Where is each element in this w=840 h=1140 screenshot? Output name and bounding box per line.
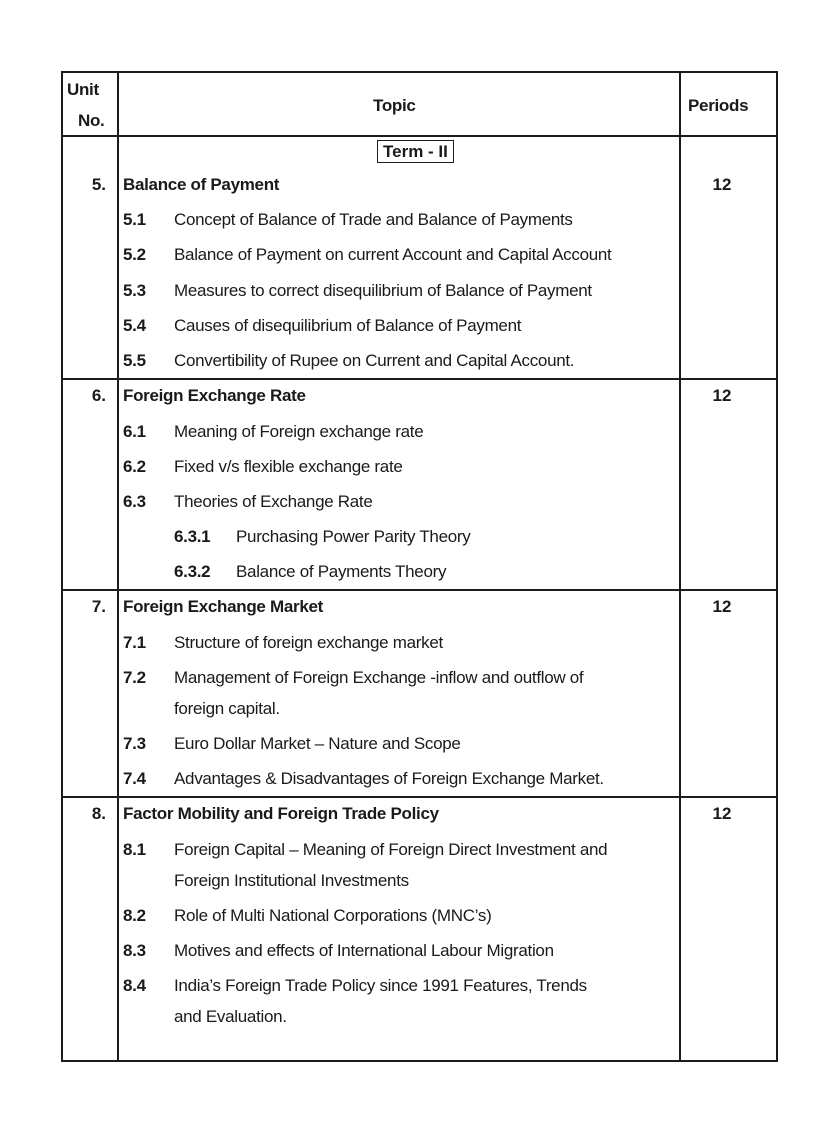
subtopic-number: 7.3: [123, 734, 146, 753]
subtopic-text: Motives and effects of International Labour Migration: [174, 941, 554, 960]
subtopic-number: 5.5: [123, 351, 146, 370]
unit-number: 5.: [91, 175, 106, 194]
subtopic-text: Balance of Payments Theory: [236, 562, 447, 581]
subtopic-number: 5.2: [123, 245, 146, 264]
subtopic-text: Fixed v/s flexible exchange rate: [174, 457, 403, 476]
subtopic-number: 6.1: [123, 422, 146, 441]
subtopic-text: Theories of Exchange Rate: [174, 492, 373, 511]
subtopic-text: Euro Dollar Market – Nature and Scope: [174, 734, 461, 753]
subtopic-text: Purchasing Power Parity Theory: [236, 527, 471, 546]
row-divider-unit-5: [63, 378, 776, 380]
term-label: Term - II: [377, 140, 454, 163]
unit-title: Factor Mobility and Foreign Trade Policy: [123, 804, 439, 823]
subtopic-text: Meaning of Foreign exchange rate: [174, 422, 424, 441]
header-unit-no-line1: Unit: [67, 80, 99, 99]
unit-number: 7.: [91, 597, 106, 616]
subtopic-number: 7.2: [123, 668, 146, 687]
header-topic: Topic: [373, 96, 416, 115]
subtopic-number: 7.4: [123, 769, 146, 788]
subtopic-text-continued: and Evaluation.: [174, 1007, 287, 1026]
subtopic-text: Convertibility of Rupee on Current and Capital Account.: [174, 351, 575, 370]
subtopic-number: 5.1: [123, 210, 146, 229]
subtopic-text: Measures to correct disequilibrium of Balance of Payment: [174, 281, 592, 300]
column-divider-topic-periods: [679, 73, 681, 1060]
subtopic-number: 8.4: [123, 976, 146, 995]
subtopic-number: 8.2: [123, 906, 146, 925]
subtopic-text: Balance of Payment on current Account and Capital Account: [174, 245, 612, 264]
unit-title: Balance of Payment: [123, 175, 280, 194]
subtopic-text: Structure of foreign exchange market: [174, 633, 443, 652]
subtopic-number: 6.3.2: [174, 562, 211, 581]
subtopic-number: 5.3: [123, 281, 146, 300]
subtopic-number: 6.2: [123, 457, 146, 476]
unit-periods: 12: [712, 597, 732, 616]
subtopic-text-continued: foreign capital.: [174, 699, 280, 718]
subtopic-number: 6.3: [123, 492, 146, 511]
subtopic-number: 5.4: [123, 316, 146, 335]
unit-periods: 12: [712, 386, 732, 405]
subtopic-number: 7.1: [123, 633, 146, 652]
unit-number: 8.: [91, 804, 106, 823]
subtopic-text: Concept of Balance of Trade and Balance of Payments: [174, 210, 573, 229]
unit-number: 6.: [91, 386, 106, 405]
unit-periods: 12: [712, 804, 732, 823]
subtopic-text: Role of Multi National Corporations (MNC’s): [174, 906, 492, 925]
subtopic-text: Causes of disequilibrium of Balance of Payment: [174, 316, 522, 335]
subtopic-text: Foreign Capital – Meaning of Foreign Direct Investment and: [174, 840, 608, 859]
unit-title: Foreign Exchange Rate: [123, 386, 306, 405]
subtopic-text: India’s Foreign Trade Policy since 1991 Features, Trends: [174, 976, 587, 995]
column-divider-unit-topic: [117, 73, 119, 1060]
unit-periods: 12: [712, 175, 732, 194]
header-periods: Periods: [688, 96, 749, 115]
subtopic-text: Management of Foreign Exchange -inflow and outflow of: [174, 668, 584, 687]
header-unit-no-line2: No.: [78, 111, 105, 130]
row-divider-unit-6: [63, 589, 776, 591]
subtopic-text: Advantages & Disadvantages of Foreign Exchange Market.: [174, 769, 604, 788]
subtopic-text-continued: Foreign Institutional Investments: [174, 871, 409, 890]
subtopic-number: 6.3.1: [174, 527, 211, 546]
subtopic-number: 8.3: [123, 941, 146, 960]
row-divider-unit-7: [63, 796, 776, 798]
subtopic-number: 8.1: [123, 840, 146, 859]
header-divider: [63, 135, 776, 137]
unit-title: Foreign Exchange Market: [123, 597, 323, 616]
